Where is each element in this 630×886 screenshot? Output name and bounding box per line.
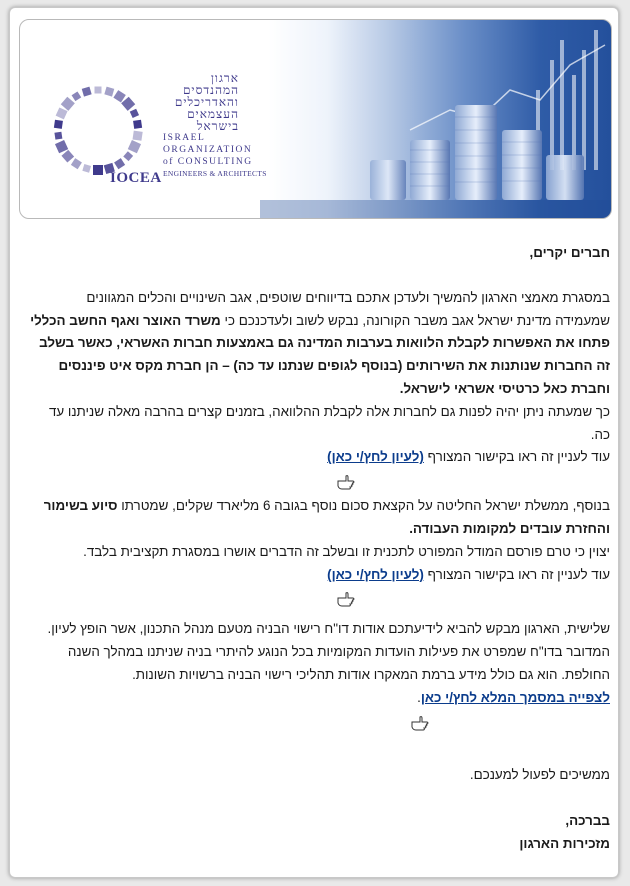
link-line-2: [30, 564, 610, 587]
closing-line: ממשיכים לפעול למענכם.: [469, 766, 610, 782]
paragraph-text: במסגרת מאמצי הארגון להמשיך ולעדכן אתכם בדיווחים שוטפים, אגב השינויים והכלים המגוונים שמעמידה מדינת ישראל אגב משבר הקורונה, נבקש לשוב ולעדכנכם כי: [86, 289, 610, 328]
paragraph-text: בנוסף, ממשלת ישראל החליטה על הקצאת סכום נוסף בגובה 6 מליארד שקלים, שמטרתו: [117, 498, 610, 514]
logo-text: [163, 72, 275, 180]
link-line-3: [30, 687, 610, 710]
finance-coins-graphic: [260, 20, 611, 218]
paragraph-bold-text: סיוע בשימור והחזרת עובדים למקומות העבודה.: [43, 498, 610, 536]
paragraph-report: שלישית, הארגון מבקש להביא לידיעתכם אודות דו"ח רישוי הבניה מטעם מנהל התכנון, אשר הופץ לעיון.: [47, 621, 610, 637]
read-more-link-2[interactable]: (לעיון לחץ/י כאן): [327, 566, 424, 582]
email-card: [9, 7, 619, 878]
logo-hebrew-line: והאדריכלים: [174, 95, 239, 109]
logo-hebrew-line: בישראל: [196, 119, 239, 133]
logo-english-line: of CONSULTING: [163, 157, 253, 167]
greeting: חברים יקרים,: [529, 245, 610, 260]
paragraph-grant: [30, 495, 610, 541]
paragraph-bold-text: משרד האוצר ואגף החשב הכללי פתחו את האפשרות לקבלת הלוואות בערבות המדינה גם באמצעות חברות האשראי, כאשר בשלב זה החברות שנותנות את השירותים (בנוסף לגופים שנתנו עד כה) – הן חברת מקס איט פיננסים וחברת כאל כרטיסי אשראי לישראל.: [30, 312, 610, 396]
read-more-link-1[interactable]: (לעיון לחץ/י כאן): [327, 449, 424, 465]
link-intro: עוד לעניין זה ראו בקישור המצורף: [423, 566, 610, 582]
email-body: [30, 242, 610, 856]
regards: בברכה,: [565, 813, 610, 829]
link-line-1: [30, 446, 610, 469]
header-banner: [19, 19, 612, 219]
logo-english-line: ENGINEERS & ARCHITECTS: [163, 169, 267, 178]
pointing-hand-icon: [30, 586, 610, 612]
paragraph-report-details: המדובר בדו"ח שמפרט את פעילות הועדות המקומיות בכל הנוגע להיתרי בניה שניתנו במהלך השנה החולפת. הוא גם כולל מידע ברמת המאקרו אודות תהליכי רישוי הבניה ברשויות השונות.: [67, 644, 610, 682]
pointing-hand-icon: [30, 710, 610, 736]
logo-english-line: ORGANIZATION: [163, 145, 253, 155]
logo-ring-icon: [48, 80, 148, 180]
paragraph-model: יצוין כי טרם פורסם המודל המפורט לתכנית זו ובשלב זה הדברים אושרו במסגרת תקציבית בלבד.: [83, 543, 610, 559]
pointing-hand-icon: [30, 469, 610, 495]
logo-hebrew-line: ארגון המהנדסים: [182, 71, 239, 97]
paragraph-loans: [30, 287, 610, 401]
full-document-link[interactable]: לצפייה במסמך המלא לחץ/י כאן: [420, 689, 610, 705]
signature: מזכירות הארגון: [519, 836, 610, 852]
logo-english-line: ISRAEL: [163, 133, 206, 143]
link-suffix: .: [417, 689, 421, 705]
logo-hebrew-line: העצמאים: [187, 107, 239, 121]
logo-abbreviation: IOCEA: [110, 170, 162, 186]
link-intro: עוד לעניין זה ראו בקישור המצורף: [423, 449, 610, 465]
paragraph-credit-companies: כך שמעתה ניתן יהיה לפנות גם לחברות אלה לקבלת ההלוואה, בזמנים קצרים בהרבה מאלה שניתנו עד כה.: [48, 403, 610, 442]
